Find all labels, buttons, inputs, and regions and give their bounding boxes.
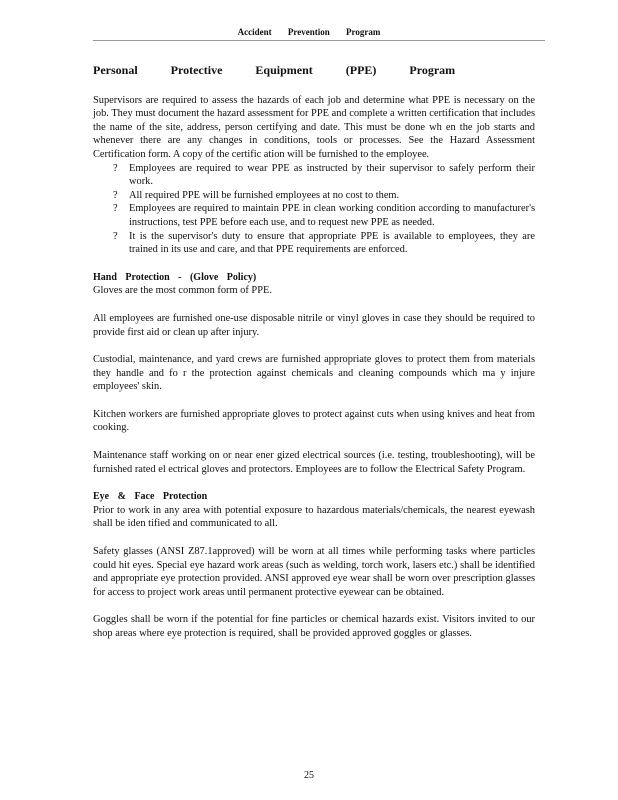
running-header: Accident Prevention Program [237,27,381,37]
eye-paragraph-1: Prior to work in any area with potential exposure to hazardous materials/chemicals, the nearest eyewash shall be iden tified and communicated to all. [93,504,535,530]
list-item-text: Employees are required to wear PPE as instructed by their supervisor to safely perform their work. [129,162,535,188]
list-item [93,230,535,257]
hand-protection-heading: Hand Protection - (Glove Policy) [93,271,257,283]
header-rule [93,40,545,41]
page-number: 25 [304,770,314,781]
hand-paragraph-3: Custodial, maintenance, and yard crews are furnished appropriate gloves to protect them from materials they handle and fo r the protection against chemicals and cleaning compounds which ma y injure employees' skin. [93,354,535,393]
bullet-icon: ? [113,203,118,215]
hand-paragraph-4: Kitchen workers are furnished appropriate gloves to protect against cuts when using knives and heat from cooking. [93,408,535,434]
list-item-text: Employees are required to maintain PPE in clean working condition according to manufacturer's instructions, test PPE before each use, and to request new PPE as needed. [129,203,535,228]
bullet-icon: ? [113,189,118,201]
list-item-text: It is the supervisor's duty to ensure that appropriate PPE is available to employees, they are trained in its use and care, and that PPE requirements are enforced. [129,230,535,256]
list-item-text: All required PPE will be furnished employees at no cost to them. [129,189,400,201]
hand-paragraph-2: All employees are furnished one-use disposable nitrile or vinyl gloves in case they should be required to provide first aid or clean up after injury. [93,312,535,338]
hand-paragraph-1: Gloves are the most common form of PPE. [93,285,272,297]
list-item [93,202,535,229]
bullet-icon: ? [113,230,118,242]
ppe-bullet-list [93,162,535,257]
page-title: Personal Protective Equipment (PPE) Program [93,63,456,77]
list-item [93,189,535,203]
bullet-icon: ? [113,162,118,174]
intro-paragraph: Supervisors are required to assess the hazards of each job and determine what PPE is necessary on the job. They must document the hazard assessment for PPE and complete a written certification that includes the name of the site, address, person certifying and date. This must be done wh en the job starts and whenever there are any changes in conditions, tools or processes. See the Hazard Assessment Certification form. A copy of the certific ation will be furnished to the employee. [93,94,535,160]
eye-face-heading: Eye & Face Protection [93,491,208,503]
page-content [93,64,535,655]
eye-paragraph-3: Goggles shall be worn if the potential for fine particles or chemical hazards exist. Visitors invited to our shop areas where eye protection is required, shall be provided approved goggles or glasses. [93,614,535,639]
eye-paragraph-2: Safety glasses (ANSI Z87.1approved) will be worn at all times while performing tasks where particles could hit eyes. Special eye hazard work areas (such as welding, torch work, lasers etc.) shall be identified and appropriate eye protection provided. ANSI approved eye wear shall be worn over prescription glasses for access to project work areas until permanent protective eyewear can be obtained. [93,546,535,598]
hand-paragraph-5: Maintenance staff working on or near ener gized electrical sources (i.e. testing, troubleshooting), will be furnished rated el ectrical gloves and protectors. Employees are to follow the Electrical Safety Program. [93,450,535,475]
list-item [93,162,535,189]
